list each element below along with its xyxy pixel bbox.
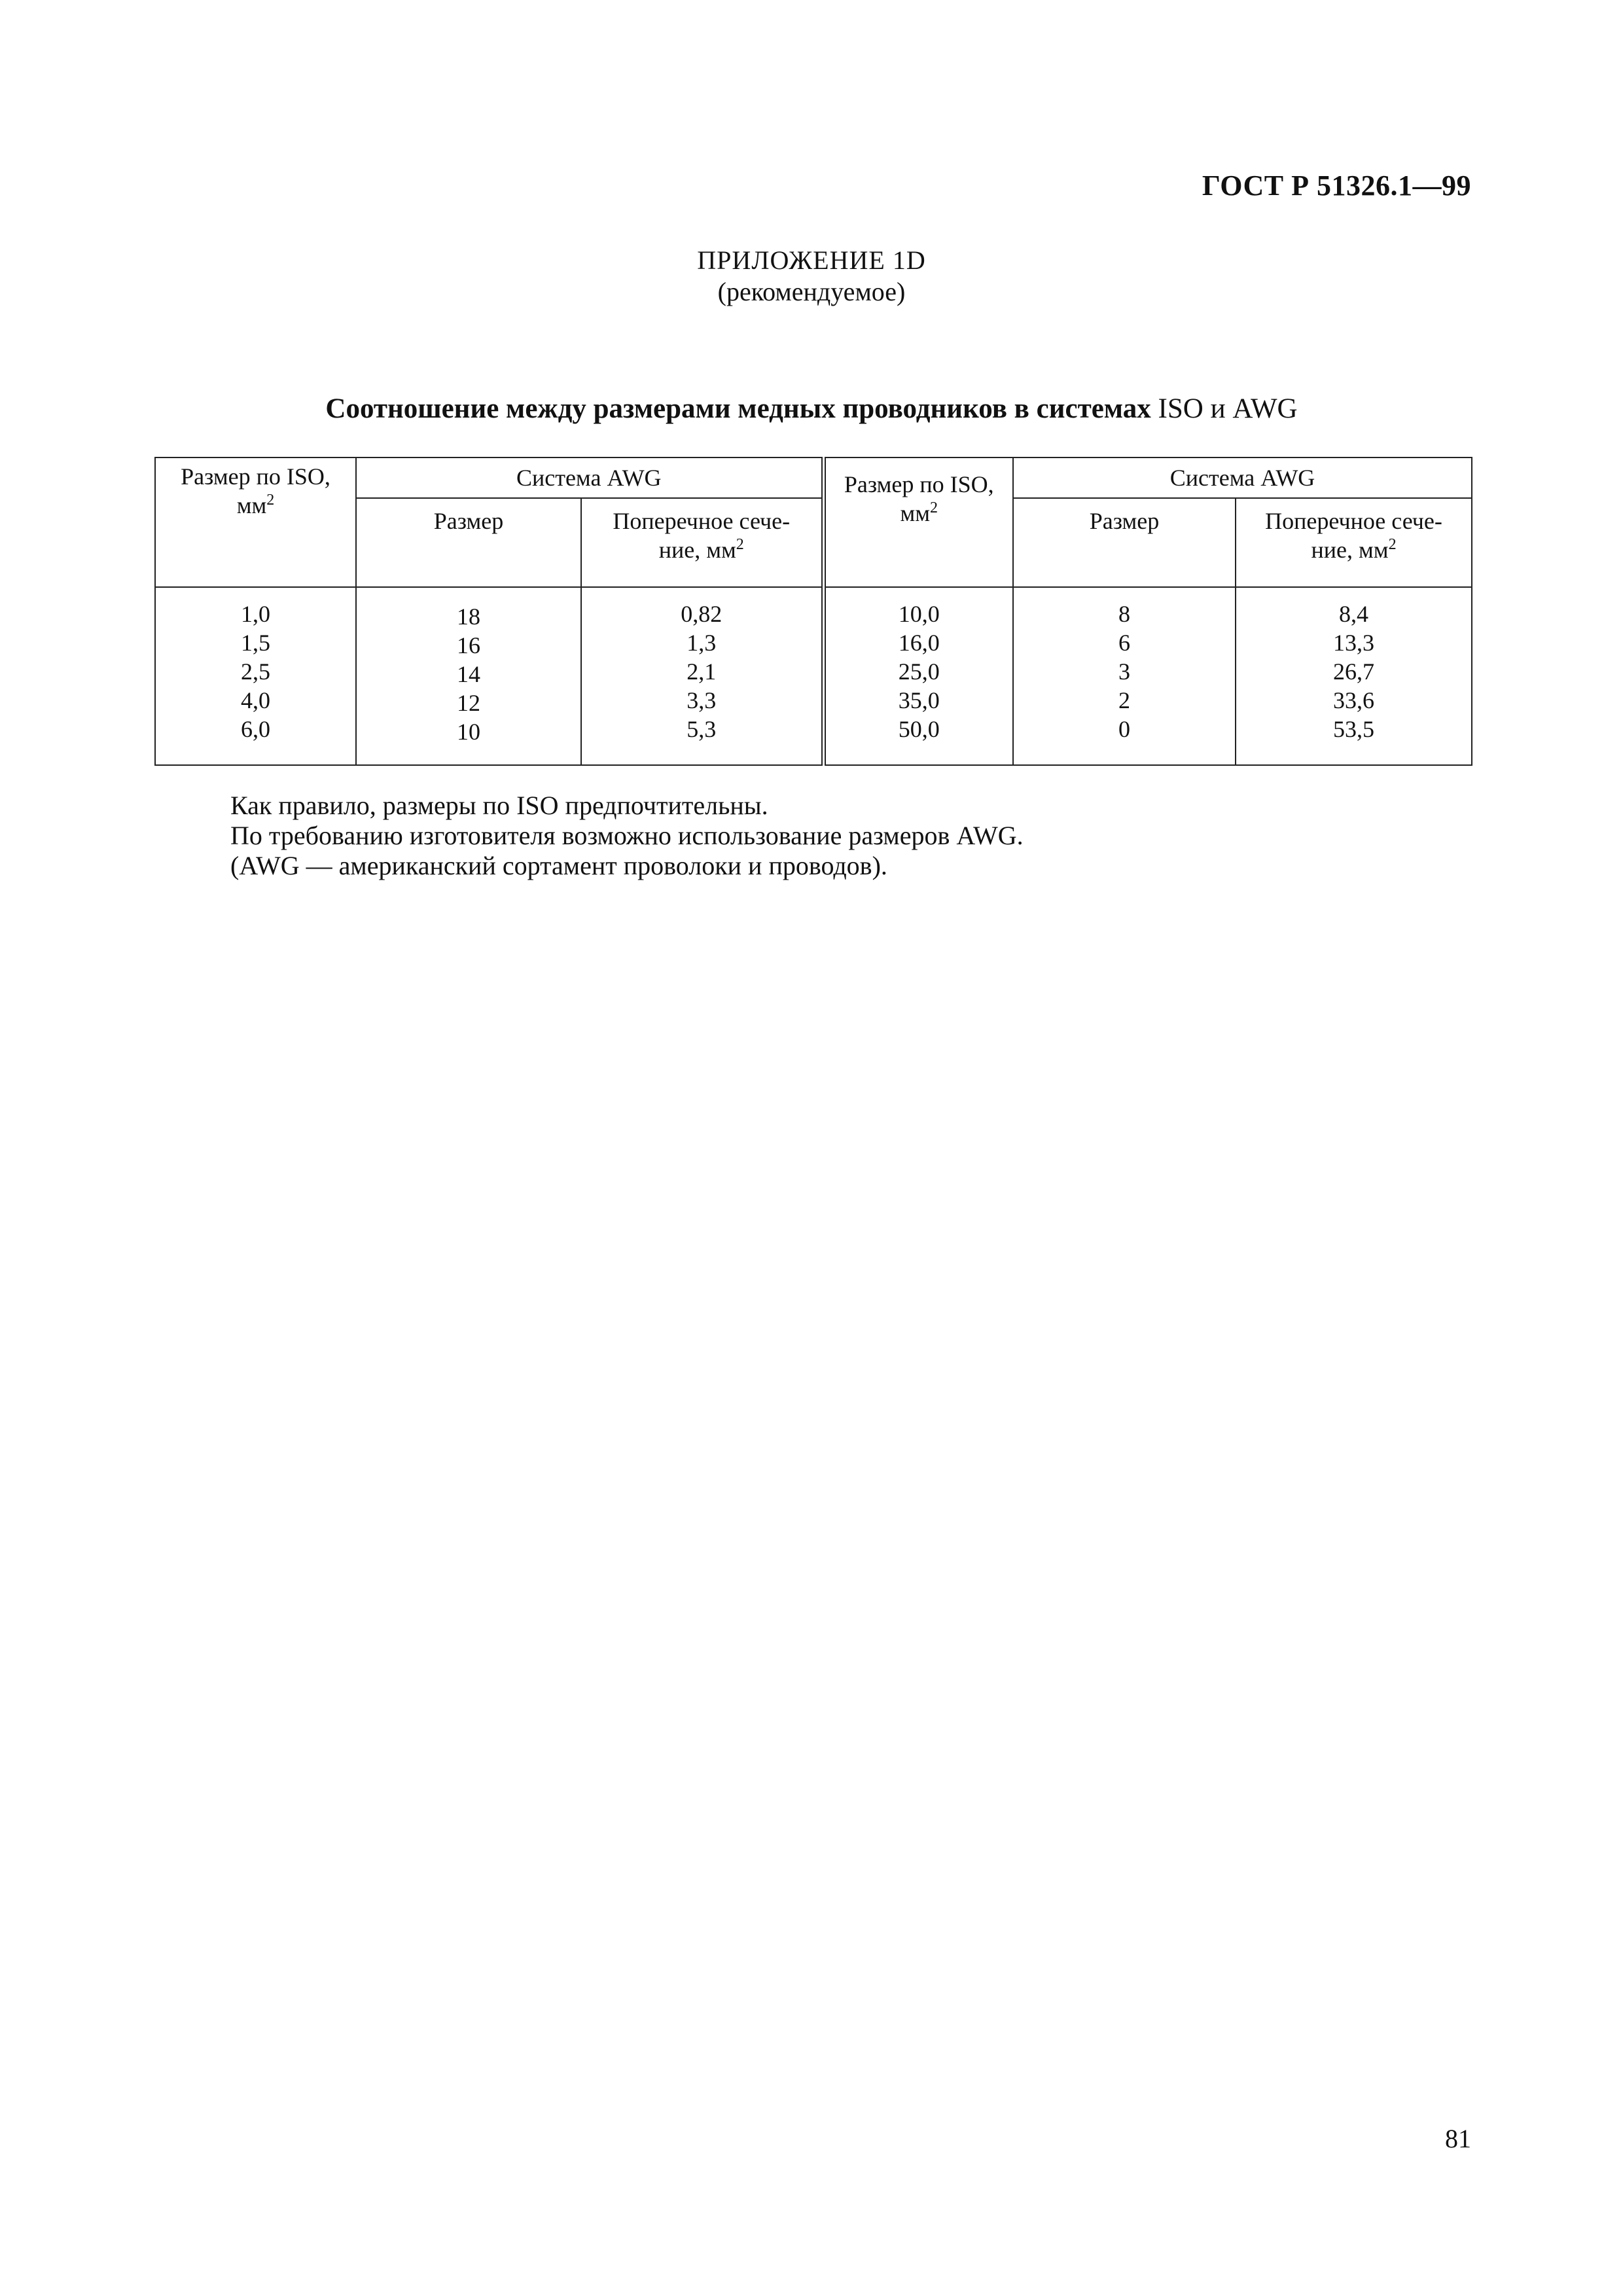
table-cell: 16,0 xyxy=(898,630,940,656)
note-line: Как правило, размеры по ISO предпочтительны. xyxy=(230,791,768,820)
table-cell: 35,0 xyxy=(898,687,940,713)
table-cell: 14 xyxy=(457,661,480,687)
header-section-line1: Поперечное сече- xyxy=(613,508,791,534)
header-awg-group-right: Система AWG xyxy=(1013,457,1472,498)
header-iso-line1: Размер по ISO, xyxy=(844,471,994,497)
header-section-line1: Поперечное сече- xyxy=(1265,508,1442,534)
appendix-subtitle: (рекомендуемое) xyxy=(717,277,906,306)
superscript: 2 xyxy=(1388,536,1397,553)
table-cell: 3 xyxy=(1118,658,1131,685)
iso-size-column-left xyxy=(155,587,356,765)
table-cell: 10 xyxy=(457,719,480,745)
header-awg-section-right xyxy=(1236,498,1472,587)
awg-size-column-left xyxy=(356,587,581,765)
header-awg-group-left: Система AWG xyxy=(356,457,823,498)
table-cell: 2,1 xyxy=(687,658,717,685)
table-cell: 4,0 xyxy=(241,687,270,713)
table-cell: 0,82 xyxy=(681,601,722,627)
page-number: 81 xyxy=(1445,2124,1471,2153)
table-notes xyxy=(230,791,1474,881)
awg-size-column-right xyxy=(1013,587,1236,765)
table-cell: 50,0 xyxy=(898,716,940,742)
table-title-plain: ISO и AWG xyxy=(1158,393,1298,424)
table-cell: 18 xyxy=(457,603,480,630)
table-cell: 33,6 xyxy=(1333,687,1375,713)
table-cell: 10,0 xyxy=(898,601,940,627)
header-section-line2: ние, мм xyxy=(658,537,736,563)
header-iso-unit: мм xyxy=(900,500,931,526)
document-id: ГОСТ Р 51326.1—99 xyxy=(1202,170,1471,202)
note-line: По требованию изготовителя возможно использование размеров AWG. xyxy=(230,821,1024,850)
table-cell: 3,3 xyxy=(687,687,717,713)
table-title xyxy=(0,393,1623,425)
table-cell: 12 xyxy=(457,690,480,716)
table-cell: 5,3 xyxy=(687,716,717,742)
table-cell: 1,3 xyxy=(687,630,717,656)
table-cell: 8 xyxy=(1118,601,1131,627)
superscript: 2 xyxy=(930,499,938,516)
header-iso-size-right xyxy=(823,457,1013,587)
table-title-bold: Соотношение между размерами медных проводников в системах xyxy=(325,393,1151,424)
table-cell: 6,0 xyxy=(241,716,270,742)
header-awg-section-left xyxy=(581,498,823,587)
table-cell: 13,3 xyxy=(1333,630,1375,656)
note-line: (AWG — американский сортамент проволоки и проводов). xyxy=(230,851,887,880)
awg-section-column-left xyxy=(581,587,823,765)
table-cell: 53,5 xyxy=(1333,716,1375,742)
superscript: 2 xyxy=(266,492,275,509)
header-awg-size-right: Размер xyxy=(1013,498,1236,587)
iso-size-column-right xyxy=(823,587,1013,765)
table-cell: 2,5 xyxy=(241,658,270,685)
table-cell: 16 xyxy=(457,632,480,658)
header-iso-size-left xyxy=(155,457,356,587)
table-cell: 6 xyxy=(1118,630,1131,656)
table-cell: 1,5 xyxy=(241,630,270,656)
conductor-size-table xyxy=(154,457,1472,766)
header-section-line2: ние, мм xyxy=(1311,537,1389,563)
appendix-title: ПРИЛОЖЕНИЕ 1D xyxy=(697,245,926,275)
superscript: 2 xyxy=(736,536,744,553)
header-iso-line1: Размер по ISO, xyxy=(181,463,330,490)
table-cell: 25,0 xyxy=(898,658,940,685)
appendix-heading xyxy=(0,245,1623,308)
table-cell: 2 xyxy=(1118,687,1131,713)
table-cell: 26,7 xyxy=(1333,658,1375,685)
table-cell: 1,0 xyxy=(241,601,270,627)
awg-section-column-right xyxy=(1236,587,1472,765)
header-iso-unit: мм xyxy=(236,492,267,518)
table-cell: 8,4 xyxy=(1339,601,1369,627)
header-awg-size-left: Размер xyxy=(356,498,581,587)
table-cell: 0 xyxy=(1118,716,1131,742)
